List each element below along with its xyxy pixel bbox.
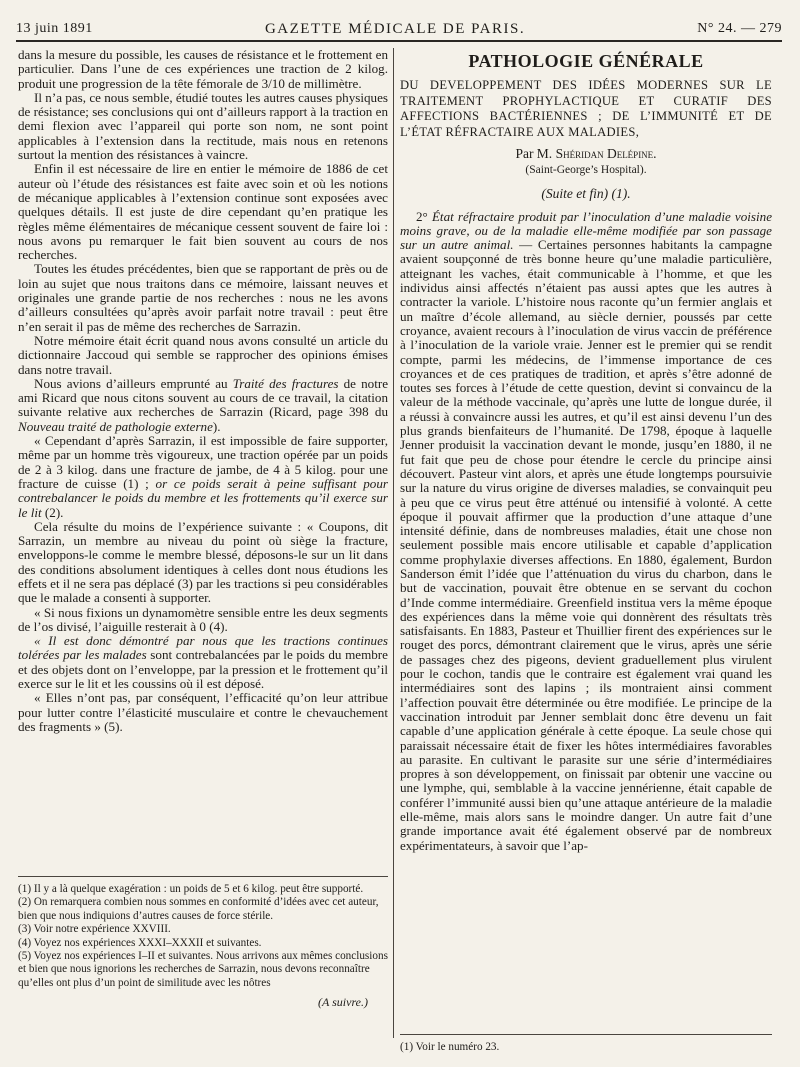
left-column (18, 48, 388, 734)
paragraph: « Elles n’ont pas, par conséquent, l’efficacité qu’on leur attribue pour lutter contre l’élasticité musculaire et contre le chevauchement des fragments » (5). (18, 690, 388, 734)
section-title: PATHOLOGIE GÉNÉRALE (468, 51, 704, 71)
continuation-note: (Suite et fin) (1). (541, 186, 631, 202)
journal-title: GAZETTE MÉDICALE DE PARIS. (264, 20, 526, 37)
paragraph: Cela résulte du moins de l’expérience suivante : « Coupons, dit Sarrazin, un membre au niveau du point où siège la fracture, enveloppons-le comme le membre blessé, déposons-le sur un lit dans des conditions absolument identiques à celles dont nous étudions les effets et il ne sera pas déplacé (3) par les tractions si peu considérables que le malade a consenti à supporter. (18, 518, 388, 606)
page-number: N° 24. — 279 (697, 21, 782, 36)
author-line: Par M. Shéridan Delépine. (515, 145, 657, 161)
paragraph: Notre mémoire était écrit quand nous avons consulté un article du dictionnaire Jaccoud qui semble se rapprocher des opinions émises dans notre travail. (18, 332, 388, 377)
footnote: (3) Voir notre expérience XXVIII. (18, 923, 171, 936)
footnote: (4) Voyez nos expériences XXXI–XXXII et suivantes. (18, 936, 262, 949)
paragraph: Toutes les études précédentes, bien que se rapportant de près ou de loin au sujet que nous traitons dans ce mémoire, laissant neuves et originales une grande partie de nos recherches : nous ne les avons d’ailleurs consultées qu’après avoir parfait notre travail : peut être n’en serait il pas de même des recherches de Sarrazin. (18, 261, 388, 334)
paragraph: « Cependant d’après Sarrazin, il est impossible de faire supporter, même par un homme très vigoureux, une traction opérée par un poids de 2 à 3 kilog. dans une fracture de jambe, de 4 à 5 kilog. pour une fracture de cuisse (1) ; or ce poids serait à peine suffisant pour contrebalancer le poids du membre et les frottements qu’il exerce sur le lit (2). (18, 433, 388, 520)
paragraph: Enfin il est nécessaire de lire en entier le mémoire de 1886 de cet auteur où l’étude des résistances est faite avec soin et où les notions de mécanique applicables à l’extension continue sont exposées avec quelques détails. Il est juste de dire cependant qu’en pratique les règles même élémentaires de mécanique cessent souvent de faire loi : nous avons pu remarquer le fait bien souvent au cours de nos recherches. (18, 161, 388, 263)
author-affiliation: (Saint-George’s Hospital). (525, 163, 647, 176)
continued-note: (A suivre.) (318, 995, 368, 1010)
column-divider (393, 48, 394, 1038)
paragraph: Il n’a pas, ce nous semble, étudié toutes les autres causes physiques de résistance; ses conclusions qui ont d’ailleurs rapport à la traction en demi flexion avec l’appareil qui porte son nom, ne sont point applicables à l’extension dans la rectitude, mais nous en retenons surtout la mention des résistances à vaincre. (18, 89, 388, 163)
issue-date: 13 juin 1891 (16, 21, 93, 36)
running-header (16, 18, 782, 42)
footnote: (1) Il y a là quelque exagération : un poids de 5 et 6 kilog. peut être supporté. (18, 883, 364, 895)
article-title: DU DEVELOPPEMENT DES IDÉES MODERNES SUR LE TRAITEMENT PROPHYLACTIQUE ET CURATIF DES AFFECTIONS BACTÉRIENNES ; DE L’IMMUNITÉ ET DE L’ÉTAT RÉFRACTAIRE AUX MALADIES, (400, 78, 772, 140)
paragraph: dans la mesure du possible, les causes de résistance et le frottement en particulier. Dans l’une de ces expériences une traction de 2 kilog. produit une progression de la tête fémorale de 3/10 de millimètre. (18, 47, 388, 91)
paragraph: Nous avions d’ailleurs emprunté au Traité des fractures de notre ami Ricard que nous citons souvent au cours de ce travail, la citation suivante relative aux recherches de Sarrazin (Ricard, page 398 du Nouveau traité de pathologie externe). (18, 375, 389, 434)
paragraph: « Si nous fixions un dynamomètre sensible entre les deux segments de l’os divisé, l’aiguille resterait à 0 (4). (18, 604, 388, 634)
paragraph: 2° État réfractaire produit par l’inoculation d’une maladie voisine moins grave, ou de la maladie elle-même modifiée par son passage sur un autre animal. — Certaines personnes habitants la campagne avaient soupçonné de très bonne heure qu’une maladie particulière, atteignant les vaches, était communicable à l’homme, et que les individus ainsi affectés n’étaient pas aussi aptes que les autres à contracter la variole. L’histoire nous raconte qu’un fermier anglais et un maître d’école allemand, au siècle dernier, poussés par cette croyance, avaient recours à l’inoculation de virus vaccin de préférence à l’inoculation de la variole vraie. Jenner est le premier qui se rendit compte, parmi les médecins, de l’immense importance de ces croyances et de ces pratiques de tradition, et après s’être adonné de toutes ses forces à l’étude de cette question, devint si convaincu de la valeur de la méthode vaccinale, qu’après une lutte de longue durée, il a réussi à convaincre aussi les autres, et qu’il est ainsi devenu l’un des plus grands bienfaiteurs de l’humanité. De 1798, époque à laquelle Jenner produisit la vaccination devant le monde, jusqu’en 1880, il ne fut fait que peu de chose pour étendre le cercle du principe ainsi découvert. Pasteur vint alors, et après une étude longtemps poursuivie sur la nature du virus origine de diverses maladies, se convainquit peu à peu que ce virus peut être atténué ou intensifié à volonté. A cette époque il pouvait affirmer que la production d’une attaque d’une intensité définie, dans de nombreuses maladies, était une chose non seulement possible mais encore utilisable et capable d’application comme prophylaxie diverses affections. En 1880, également, Burdon Sanderson émit l’idée que l’atténuation du virus du charbon, dans le but de vaccination, pouvait être obtenue en se servant du cochon d’Inde comme intermédiaire. Greenfield institua vers la même époque des expériences dans la même voie qui donnèrent des résultats très satisfaisants. En 1883, Pasteur et Thuillier firent des expériences sur le rouget des porcs, démontrant clairement que le virus, après une série de passages chez des pigeons, devient graduellement plus virulent pour le cochon, tandis que le contraire est également vrai quand les intermédiaires sont des lapins ; ils montraient ainsi comment l’affection pouvait être déterminée ou être modifiée. Le principe de la vaccination introduit par Jenner semblait donc être devenu un fait capable d’une application générale à cette époque. La seule chose qui paraissait nécessaire était de fixer les hôtes intermédiaires favorables au parasite. En cultivant le parasite sur une série d’intermédiaires propres à son développement, on finissait par obtenir une vaccine ou une lymphe, qui, semblable à la vaccine jennérienne, était capable de conférer l’immunité aussi bien qu’une attaque antérieure de la maladie elle-même, mais alors sans le moindre danger. Un autre fait d’une grande importance avait été également observé par de nombreux expérimentateurs, à savoir que l’ap- (400, 208, 773, 853)
footnote: (5) Voyez nos expériences I–II et suivantes. Nous arrivons aux mêmes conclusions et bien que nous ignorions les recherches de Sarrazin, nous devons reconnaître qu’elles ont plus d’un point de similitude avec les nôtres (18, 950, 388, 989)
right-footnote: (1) Voir le numéro 23. (400, 1034, 772, 1054)
right-column (400, 48, 772, 853)
footnote: (2) On remarquera combien nous sommes en conformité d’idées avec cet auteur, bien que nous indiquions d’autres causes de force stérile. (18, 896, 379, 922)
left-footnotes (18, 876, 388, 1010)
paragraph: « Il est donc démontré par nous que les tractions continues tolérées par les malades sont contrebalancées par le poids du membre et des objets dont on l’enveloppe, par la pression et le frottement qu’il exerce sur le lit et les coussins où il est déposé. (18, 633, 388, 692)
author-name: Shéridan Delépine. (555, 145, 657, 161)
